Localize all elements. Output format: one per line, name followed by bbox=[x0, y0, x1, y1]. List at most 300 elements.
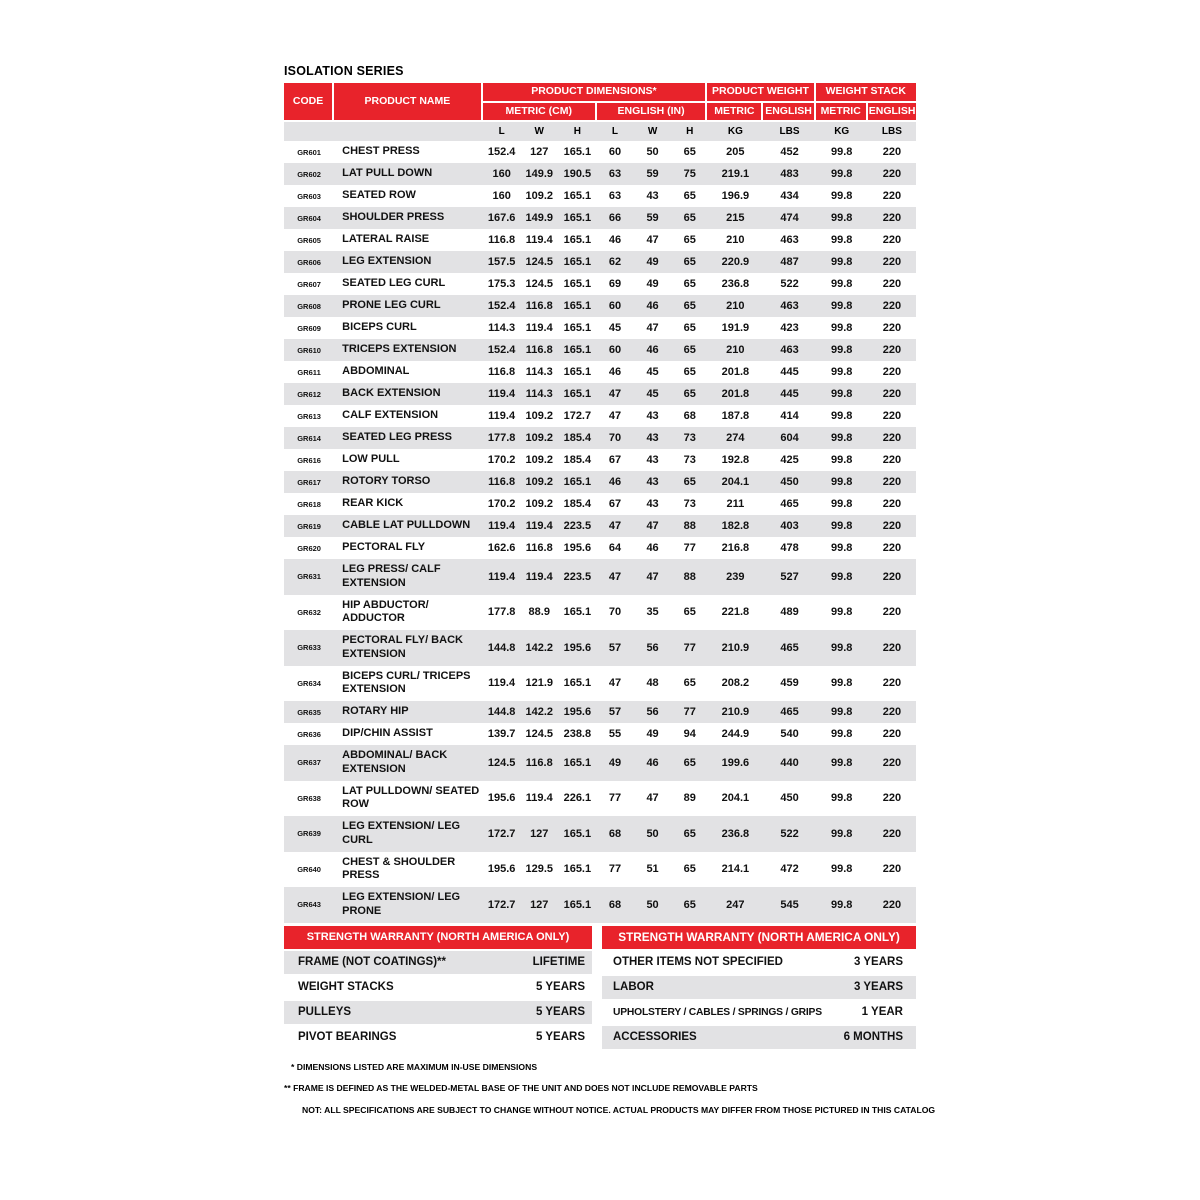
col-header-weight-english: ENGLISH bbox=[763, 103, 815, 123]
dim-metric-w-cell: 116.8 bbox=[521, 745, 558, 781]
weight-lbs-cell: 463 bbox=[763, 295, 815, 317]
product-name-cell: SEATED ROW bbox=[342, 189, 416, 202]
table-row bbox=[284, 781, 916, 817]
dim-english-l-cell: 57 bbox=[597, 701, 633, 723]
product-name-cell: SEATED LEG PRESS bbox=[334, 427, 482, 449]
stack-kg-cell: 99.8 bbox=[816, 295, 868, 317]
dim-english-l-cell: 70 bbox=[608, 606, 622, 619]
dim-english-l-cell: 47 bbox=[597, 383, 633, 405]
stack-lbs-cell: 220 bbox=[882, 146, 902, 159]
stack-lbs-cell: 220 bbox=[868, 887, 916, 923]
table-row bbox=[284, 273, 916, 295]
table-row bbox=[284, 427, 916, 449]
dim-english-l-cell: 60 bbox=[608, 146, 622, 159]
dim-metric-h-cell: 165.1 bbox=[558, 295, 597, 317]
product-name-cell: LAT PULL DOWN bbox=[334, 163, 482, 185]
weight-kg-cell: 211 bbox=[726, 498, 745, 511]
stack-lbs-cell: 220 bbox=[868, 515, 916, 537]
table-row bbox=[284, 383, 916, 405]
weight-kg-cell: 205 bbox=[726, 146, 745, 159]
code-cell: GR618 bbox=[297, 499, 321, 509]
warranty-term-value: 1 YEAR bbox=[861, 1006, 903, 1019]
dim-metric-h-cell: 190.5 bbox=[558, 163, 597, 185]
stack-lbs-cell: 220 bbox=[868, 471, 916, 493]
dim-metric-l-cell: 175.3 bbox=[487, 278, 516, 291]
weight-lbs-cell: 459 bbox=[780, 677, 799, 690]
warranty-row bbox=[284, 976, 592, 999]
table-row bbox=[284, 185, 916, 207]
units-blank bbox=[284, 122, 334, 141]
table-row bbox=[284, 559, 916, 595]
weight-lbs-cell: 440 bbox=[763, 745, 815, 781]
weight-lbs-cell: 545 bbox=[763, 887, 815, 923]
stack-lbs-cell: 220 bbox=[868, 339, 916, 361]
stack-kg-cell: 99.8 bbox=[816, 427, 868, 449]
product-name-cell: PECTORAL FLY bbox=[342, 541, 426, 554]
dim-metric-l-cell: 139.7 bbox=[487, 728, 516, 741]
col-header-english-in: ENGLISH (IN) bbox=[597, 103, 707, 123]
code-cell: GR608 bbox=[284, 295, 334, 317]
stack-lbs-cell: 220 bbox=[868, 163, 916, 185]
weight-kg-cell: 210 bbox=[726, 234, 745, 247]
weight-kg-cell: 191.9 bbox=[721, 322, 750, 335]
unit-label: H bbox=[672, 122, 707, 141]
dim-english-w-cell: 46 bbox=[633, 295, 672, 317]
stack-kg-cell: 99.8 bbox=[830, 454, 853, 467]
weight-kg-cell: 210.9 bbox=[707, 630, 763, 666]
weight-lbs-cell: 445 bbox=[780, 366, 799, 379]
dim-english-w-cell: 46 bbox=[646, 542, 659, 555]
dim-english-l-cell: 57 bbox=[597, 630, 633, 666]
stack-lbs-cell: 220 bbox=[868, 745, 916, 781]
dim-english-l-cell: 64 bbox=[608, 542, 622, 555]
warranty-term-value: 3 YEARS bbox=[853, 981, 903, 994]
dim-metric-l-cell: 195.6 bbox=[487, 863, 516, 876]
table-row bbox=[284, 163, 916, 185]
product-name-cell: HIP ABDUCTOR/ ADDUCTOR bbox=[342, 598, 429, 625]
code-cell: GR613 bbox=[297, 411, 321, 421]
table-row bbox=[284, 449, 916, 471]
dim-metric-h-cell: 165.1 bbox=[563, 366, 592, 379]
dim-english-w-cell: 50 bbox=[646, 146, 659, 159]
dim-english-h-cell: 65 bbox=[672, 251, 707, 273]
dim-english-w-cell: 49 bbox=[646, 278, 659, 291]
code-cell: GR643 bbox=[284, 887, 334, 923]
table-row bbox=[284, 630, 916, 666]
product-name-cell: BACK EXTENSION bbox=[334, 383, 482, 405]
weight-kg-cell: 247 bbox=[707, 887, 763, 923]
dim-english-h-cell: 65 bbox=[672, 816, 707, 852]
dim-english-w-cell: 50 bbox=[633, 816, 672, 852]
dim-english-w-cell: 47 bbox=[646, 322, 659, 335]
stack-kg-cell: 99.8 bbox=[830, 190, 853, 203]
stack-lbs-cell: 220 bbox=[882, 234, 902, 247]
weight-kg-cell: 182.8 bbox=[707, 515, 763, 537]
dim-english-w-cell: 47 bbox=[646, 234, 659, 247]
dim-english-l-cell: 63 bbox=[597, 163, 633, 185]
dim-metric-l-cell: 116.8 bbox=[488, 234, 516, 247]
weight-lbs-cell: 463 bbox=[780, 234, 799, 247]
table-row bbox=[284, 493, 916, 515]
stack-lbs-cell: 220 bbox=[882, 410, 902, 423]
stack-lbs-cell: 220 bbox=[868, 559, 916, 595]
dim-english-h-cell: 65 bbox=[683, 606, 696, 619]
dim-metric-h-cell: 226.1 bbox=[563, 792, 592, 805]
dim-metric-l-cell: 177.8 bbox=[487, 606, 516, 619]
dim-english-h-cell: 65 bbox=[672, 887, 707, 923]
stack-lbs-cell: 220 bbox=[868, 295, 916, 317]
product-name-cell: ABDOMINAL/ BACK EXTENSION bbox=[334, 745, 482, 781]
page-title: ISOLATION SERIES bbox=[284, 64, 404, 78]
dim-english-h-cell: 65 bbox=[672, 295, 707, 317]
dim-metric-h-cell: 165.1 bbox=[563, 234, 592, 247]
dim-english-w-cell: 45 bbox=[633, 383, 672, 405]
weight-lbs-cell: 465 bbox=[763, 701, 815, 723]
dim-metric-w-cell: 119.4 bbox=[521, 515, 558, 537]
product-name-cell: CABLE LAT PULLDOWN bbox=[334, 515, 482, 537]
warranty-row bbox=[284, 951, 592, 974]
dim-english-h-cell: 73 bbox=[683, 498, 696, 511]
dim-english-w-cell: 51 bbox=[646, 863, 659, 876]
stack-lbs-cell: 220 bbox=[882, 792, 902, 805]
dim-english-w-cell: 35 bbox=[646, 606, 659, 619]
col-header-weight-metric: METRIC bbox=[707, 103, 763, 123]
dim-english-w-cell: 59 bbox=[633, 163, 672, 185]
warranty-block-left bbox=[284, 926, 592, 1049]
dim-english-h-cell: 65 bbox=[683, 278, 696, 291]
product-name-cell: REAR KICK bbox=[342, 497, 404, 510]
dim-english-w-cell: 49 bbox=[646, 728, 659, 741]
warranty-row bbox=[284, 1026, 592, 1049]
dim-metric-h-cell: 165.1 bbox=[558, 251, 597, 273]
dim-metric-l-cell: 157.5 bbox=[483, 251, 521, 273]
dim-metric-l-cell: 160 bbox=[483, 163, 521, 185]
weight-kg-cell: 204.1 bbox=[707, 471, 763, 493]
stack-kg-cell: 99.8 bbox=[830, 542, 853, 555]
code-cell: GR609 bbox=[297, 323, 321, 333]
dim-metric-h-cell: 195.6 bbox=[558, 701, 597, 723]
dim-english-h-cell: 73 bbox=[683, 454, 696, 467]
dim-metric-w-cell: 109.2 bbox=[525, 190, 553, 203]
warranty-item-label: WEIGHT STACKS bbox=[298, 981, 394, 994]
dim-english-h-cell: 65 bbox=[672, 339, 707, 361]
dim-metric-w-cell: 109.2 bbox=[525, 410, 553, 423]
table-row bbox=[284, 339, 916, 361]
table-row bbox=[284, 471, 916, 493]
stack-kg-cell: 99.8 bbox=[830, 498, 853, 511]
dim-english-l-cell: 60 bbox=[597, 339, 633, 361]
dim-english-w-cell: 43 bbox=[633, 471, 672, 493]
weight-kg-cell: 219.1 bbox=[707, 163, 763, 185]
dim-english-h-cell: 94 bbox=[683, 728, 696, 741]
table-row bbox=[284, 537, 916, 559]
stack-kg-cell: 99.8 bbox=[830, 677, 853, 690]
dim-english-l-cell: 68 bbox=[597, 816, 633, 852]
dim-metric-l-cell: 172.7 bbox=[483, 816, 521, 852]
dim-metric-h-cell: 165.1 bbox=[563, 322, 592, 335]
dim-metric-w-cell: 149.9 bbox=[521, 207, 558, 229]
table-row bbox=[284, 207, 916, 229]
weight-lbs-cell: 425 bbox=[780, 454, 799, 467]
product-name-cell: SHOULDER PRESS bbox=[334, 207, 482, 229]
warranty-item-label: OTHER ITEMS NOT SPECIFIED bbox=[613, 956, 783, 969]
dim-metric-h-cell: 165.1 bbox=[563, 863, 592, 876]
product-name-cell: LATERAL RAISE bbox=[342, 233, 430, 246]
warranty-item-label: UPHOLSTERY / CABLES / SPRINGS / GRIPS bbox=[613, 1006, 822, 1018]
dim-metric-h-cell: 185.4 bbox=[558, 427, 597, 449]
code-cell: GR603 bbox=[297, 191, 321, 201]
weight-lbs-cell: 414 bbox=[780, 410, 799, 423]
col-header-stack-english: ENGLISH bbox=[868, 103, 916, 123]
weight-lbs-cell: 540 bbox=[780, 728, 799, 741]
weight-kg-cell: 216.8 bbox=[721, 542, 750, 555]
dim-english-l-cell: 46 bbox=[608, 366, 622, 379]
dim-english-h-cell: 65 bbox=[683, 190, 696, 203]
dim-english-h-cell: 65 bbox=[672, 207, 707, 229]
unit-label: L bbox=[597, 122, 633, 141]
spec-table bbox=[284, 83, 916, 923]
dim-metric-l-cell: 172.7 bbox=[483, 887, 521, 923]
stack-lbs-cell: 220 bbox=[868, 383, 916, 405]
dim-english-w-cell: 56 bbox=[633, 630, 672, 666]
table-row bbox=[284, 361, 916, 383]
table-row bbox=[284, 852, 916, 888]
dim-metric-w-cell: 114.3 bbox=[521, 383, 558, 405]
dim-english-l-cell: 55 bbox=[608, 728, 622, 741]
product-name-cell: ROTORY TORSO bbox=[334, 471, 482, 493]
dim-metric-h-cell: 165.1 bbox=[558, 207, 597, 229]
dim-metric-w-cell: 127 bbox=[521, 816, 558, 852]
dim-english-h-cell: 89 bbox=[683, 792, 696, 805]
warranty-term-value: LIFETIME bbox=[532, 956, 585, 969]
weight-kg-cell: 221.8 bbox=[721, 606, 750, 619]
dim-metric-h-cell: 165.1 bbox=[558, 816, 597, 852]
stack-lbs-cell: 220 bbox=[882, 677, 902, 690]
stack-kg-cell: 99.8 bbox=[816, 471, 868, 493]
col-header-product-name: PRODUCT NAME bbox=[334, 83, 482, 122]
stack-kg-cell: 99.8 bbox=[816, 559, 868, 595]
dim-metric-l-cell: 119.4 bbox=[483, 383, 521, 405]
dim-metric-w-cell: 109.2 bbox=[525, 498, 553, 511]
weight-kg-cell: 210 bbox=[707, 339, 763, 361]
dim-english-h-cell: 65 bbox=[672, 745, 707, 781]
dim-english-h-cell: 65 bbox=[683, 234, 696, 247]
dim-english-l-cell: 62 bbox=[597, 251, 633, 273]
weight-lbs-cell: 527 bbox=[763, 559, 815, 595]
dim-metric-l-cell: 195.6 bbox=[487, 792, 516, 805]
dim-english-l-cell: 49 bbox=[597, 745, 633, 781]
warranty-term-value: 5 YEARS bbox=[535, 1006, 585, 1019]
dim-english-w-cell: 46 bbox=[633, 339, 672, 361]
code-cell: GR606 bbox=[284, 251, 334, 273]
weight-lbs-cell: 604 bbox=[763, 427, 815, 449]
dim-english-w-cell: 49 bbox=[633, 251, 672, 273]
dim-metric-h-cell: 165.1 bbox=[563, 606, 592, 619]
weight-kg-cell: 204.1 bbox=[721, 792, 750, 805]
dim-english-l-cell: 69 bbox=[608, 278, 622, 291]
product-name-cell: ROTARY HIP bbox=[334, 701, 482, 723]
weight-lbs-cell: 423 bbox=[780, 322, 799, 335]
table-row bbox=[284, 666, 916, 702]
dim-english-w-cell: 45 bbox=[646, 366, 659, 379]
dim-metric-l-cell: 177.8 bbox=[483, 427, 521, 449]
code-cell: GR601 bbox=[297, 147, 321, 157]
footnotes bbox=[284, 1061, 936, 1115]
weight-lbs-cell: 474 bbox=[763, 207, 815, 229]
weight-kg-cell: 236.8 bbox=[721, 278, 750, 291]
dim-metric-l-cell: 124.5 bbox=[483, 745, 521, 781]
dim-english-w-cell: 50 bbox=[633, 887, 672, 923]
stack-kg-cell: 99.8 bbox=[830, 146, 853, 159]
weight-kg-cell: 199.6 bbox=[707, 745, 763, 781]
stack-kg-cell: 99.8 bbox=[816, 701, 868, 723]
warranty-item-label: LABOR bbox=[613, 981, 654, 994]
stack-lbs-cell: 220 bbox=[882, 322, 902, 335]
dim-english-h-cell: 75 bbox=[672, 163, 707, 185]
stack-kg-cell: 99.8 bbox=[816, 383, 868, 405]
product-name-cell: PRONE LEG CURL bbox=[334, 295, 482, 317]
weight-lbs-cell: 478 bbox=[780, 542, 799, 555]
dim-metric-h-cell: 165.1 bbox=[563, 677, 592, 690]
warranty-item-label: ACCESSORIES bbox=[613, 1031, 697, 1044]
col-header-code: CODE bbox=[284, 83, 334, 122]
dim-metric-l-cell: 167.6 bbox=[483, 207, 521, 229]
weight-kg-cell: 210 bbox=[707, 295, 763, 317]
dim-english-w-cell: 47 bbox=[646, 792, 659, 805]
warranty-row bbox=[602, 951, 916, 974]
product-name-cell: CALF EXTENSION bbox=[342, 409, 439, 422]
code-cell: GR605 bbox=[297, 235, 321, 245]
dim-english-h-cell: 88 bbox=[672, 559, 707, 595]
stack-lbs-cell: 220 bbox=[882, 863, 902, 876]
weight-kg-cell: 236.8 bbox=[707, 816, 763, 852]
product-name-cell: BICEPS CURL/ TRICEPS EXTENSION bbox=[342, 669, 471, 696]
dim-english-w-cell: 56 bbox=[633, 701, 672, 723]
dim-english-l-cell: 47 bbox=[597, 515, 633, 537]
product-name-cell: CHEST & SHOULDER PRESS bbox=[342, 855, 456, 882]
dim-metric-l-cell: 162.6 bbox=[487, 542, 516, 555]
dim-metric-w-cell: 109.2 bbox=[521, 427, 558, 449]
dim-english-h-cell: 77 bbox=[672, 701, 707, 723]
units-blank bbox=[334, 122, 482, 141]
weight-kg-cell: 196.9 bbox=[721, 190, 750, 203]
stack-kg-cell: 99.8 bbox=[816, 339, 868, 361]
code-cell: GR635 bbox=[284, 701, 334, 723]
dim-metric-h-cell: 165.1 bbox=[563, 190, 592, 203]
stack-lbs-cell: 220 bbox=[868, 816, 916, 852]
dim-metric-h-cell: 223.5 bbox=[558, 559, 597, 595]
warranty-section bbox=[284, 926, 916, 1049]
stack-kg-cell: 99.8 bbox=[816, 816, 868, 852]
dim-metric-l-cell: 170.2 bbox=[487, 498, 516, 511]
product-name-cell: CHEST PRESS bbox=[342, 145, 420, 158]
table-row bbox=[284, 723, 916, 745]
dim-metric-h-cell: 223.5 bbox=[558, 515, 597, 537]
weight-kg-cell: 201.8 bbox=[721, 366, 750, 379]
dim-english-h-cell: 77 bbox=[683, 542, 696, 555]
weight-lbs-cell: 465 bbox=[780, 498, 799, 511]
weight-lbs-cell: 452 bbox=[780, 146, 799, 159]
weight-lbs-cell: 489 bbox=[780, 606, 799, 619]
stack-lbs-cell: 220 bbox=[882, 366, 902, 379]
code-cell: GR632 bbox=[297, 607, 321, 617]
dim-metric-h-cell: 172.7 bbox=[563, 410, 592, 423]
dim-english-h-cell: 65 bbox=[672, 383, 707, 405]
footnote-line: ** FRAME IS DEFINED AS THE WELDED-METAL BASE OF THE UNIT AND DOES NOT INCLUDE REMOVABLE PARTS bbox=[284, 1083, 758, 1094]
stack-kg-cell: 99.8 bbox=[830, 234, 853, 247]
dim-metric-w-cell: 124.5 bbox=[525, 278, 553, 291]
table-row bbox=[284, 251, 916, 273]
dim-metric-w-cell: 119.4 bbox=[525, 792, 553, 805]
weight-lbs-cell: 487 bbox=[763, 251, 815, 273]
dim-metric-w-cell: 124.5 bbox=[521, 251, 558, 273]
weight-kg-cell: 210.9 bbox=[707, 701, 763, 723]
table-row bbox=[284, 701, 916, 723]
footnote-line: NOT: ALL SPECIFICATIONS ARE SUBJECT TO CHANGE WITHOUT NOTICE. ACTUAL PRODUCTS MAY DIFFER FROM THOSE PICTURED IN THIS CATALOG bbox=[302, 1104, 936, 1115]
dim-metric-l-cell: 116.8 bbox=[483, 471, 521, 493]
dim-metric-w-cell: 114.3 bbox=[525, 366, 553, 379]
warranty-row bbox=[284, 1001, 592, 1024]
stack-kg-cell: 99.8 bbox=[830, 366, 853, 379]
stack-lbs-cell: 220 bbox=[868, 251, 916, 273]
weight-lbs-cell: 472 bbox=[780, 863, 799, 876]
stack-kg-cell: 99.8 bbox=[830, 410, 853, 423]
code-cell: GR611 bbox=[297, 367, 321, 377]
dim-english-l-cell: 70 bbox=[597, 427, 633, 449]
stack-kg-cell: 99.8 bbox=[830, 728, 853, 741]
dim-metric-l-cell: 119.4 bbox=[488, 410, 516, 423]
dim-english-w-cell: 47 bbox=[633, 515, 672, 537]
stack-lbs-cell: 220 bbox=[868, 630, 916, 666]
dim-metric-w-cell: 127 bbox=[521, 887, 558, 923]
col-header-weight-stack: WEIGHT STACK bbox=[816, 83, 916, 103]
col-header-product-weight: PRODUCT WEIGHT bbox=[707, 83, 815, 103]
warranty-term-value: 6 MONTHS bbox=[843, 1031, 903, 1044]
dim-english-l-cell: 77 bbox=[608, 863, 622, 876]
dim-english-l-cell: 63 bbox=[608, 190, 622, 203]
product-name-cell: TRICEPS EXTENSION bbox=[334, 339, 482, 361]
dim-english-l-cell: 60 bbox=[597, 295, 633, 317]
product-name-cell: PECTORAL FLY/ BACK EXTENSION bbox=[334, 630, 482, 666]
stack-kg-cell: 99.8 bbox=[830, 322, 853, 335]
stack-kg-cell: 99.8 bbox=[816, 887, 868, 923]
product-name-cell: BICEPS CURL bbox=[342, 321, 417, 334]
dim-metric-l-cell: 119.4 bbox=[483, 515, 521, 537]
table-row bbox=[284, 317, 916, 339]
product-name-cell: DIP/CHIN ASSIST bbox=[342, 727, 433, 740]
dim-metric-h-cell: 185.4 bbox=[563, 498, 592, 511]
product-name-cell: SEATED LEG CURL bbox=[342, 277, 446, 290]
dim-metric-h-cell: 165.1 bbox=[558, 745, 597, 781]
dim-english-l-cell: 68 bbox=[597, 887, 633, 923]
dim-english-h-cell: 65 bbox=[683, 863, 696, 876]
warranty-term-value: 5 YEARS bbox=[535, 981, 585, 994]
units-row bbox=[284, 122, 916, 141]
table-row bbox=[284, 405, 916, 427]
dim-metric-l-cell: 119.4 bbox=[488, 677, 516, 690]
dim-metric-w-cell: 116.8 bbox=[521, 339, 558, 361]
dim-metric-h-cell: 165.1 bbox=[558, 471, 597, 493]
dim-metric-l-cell: 152.4 bbox=[487, 146, 516, 159]
dim-metric-l-cell: 152.4 bbox=[483, 295, 521, 317]
dim-english-l-cell: 77 bbox=[608, 792, 622, 805]
dim-english-l-cell: 46 bbox=[597, 471, 633, 493]
warranty-item-label: PULLEYS bbox=[298, 1006, 352, 1019]
code-cell: GR633 bbox=[284, 630, 334, 666]
weight-lbs-cell: 450 bbox=[763, 471, 815, 493]
dim-metric-h-cell: 165.1 bbox=[558, 383, 597, 405]
dim-metric-w-cell: 121.9 bbox=[525, 677, 553, 690]
